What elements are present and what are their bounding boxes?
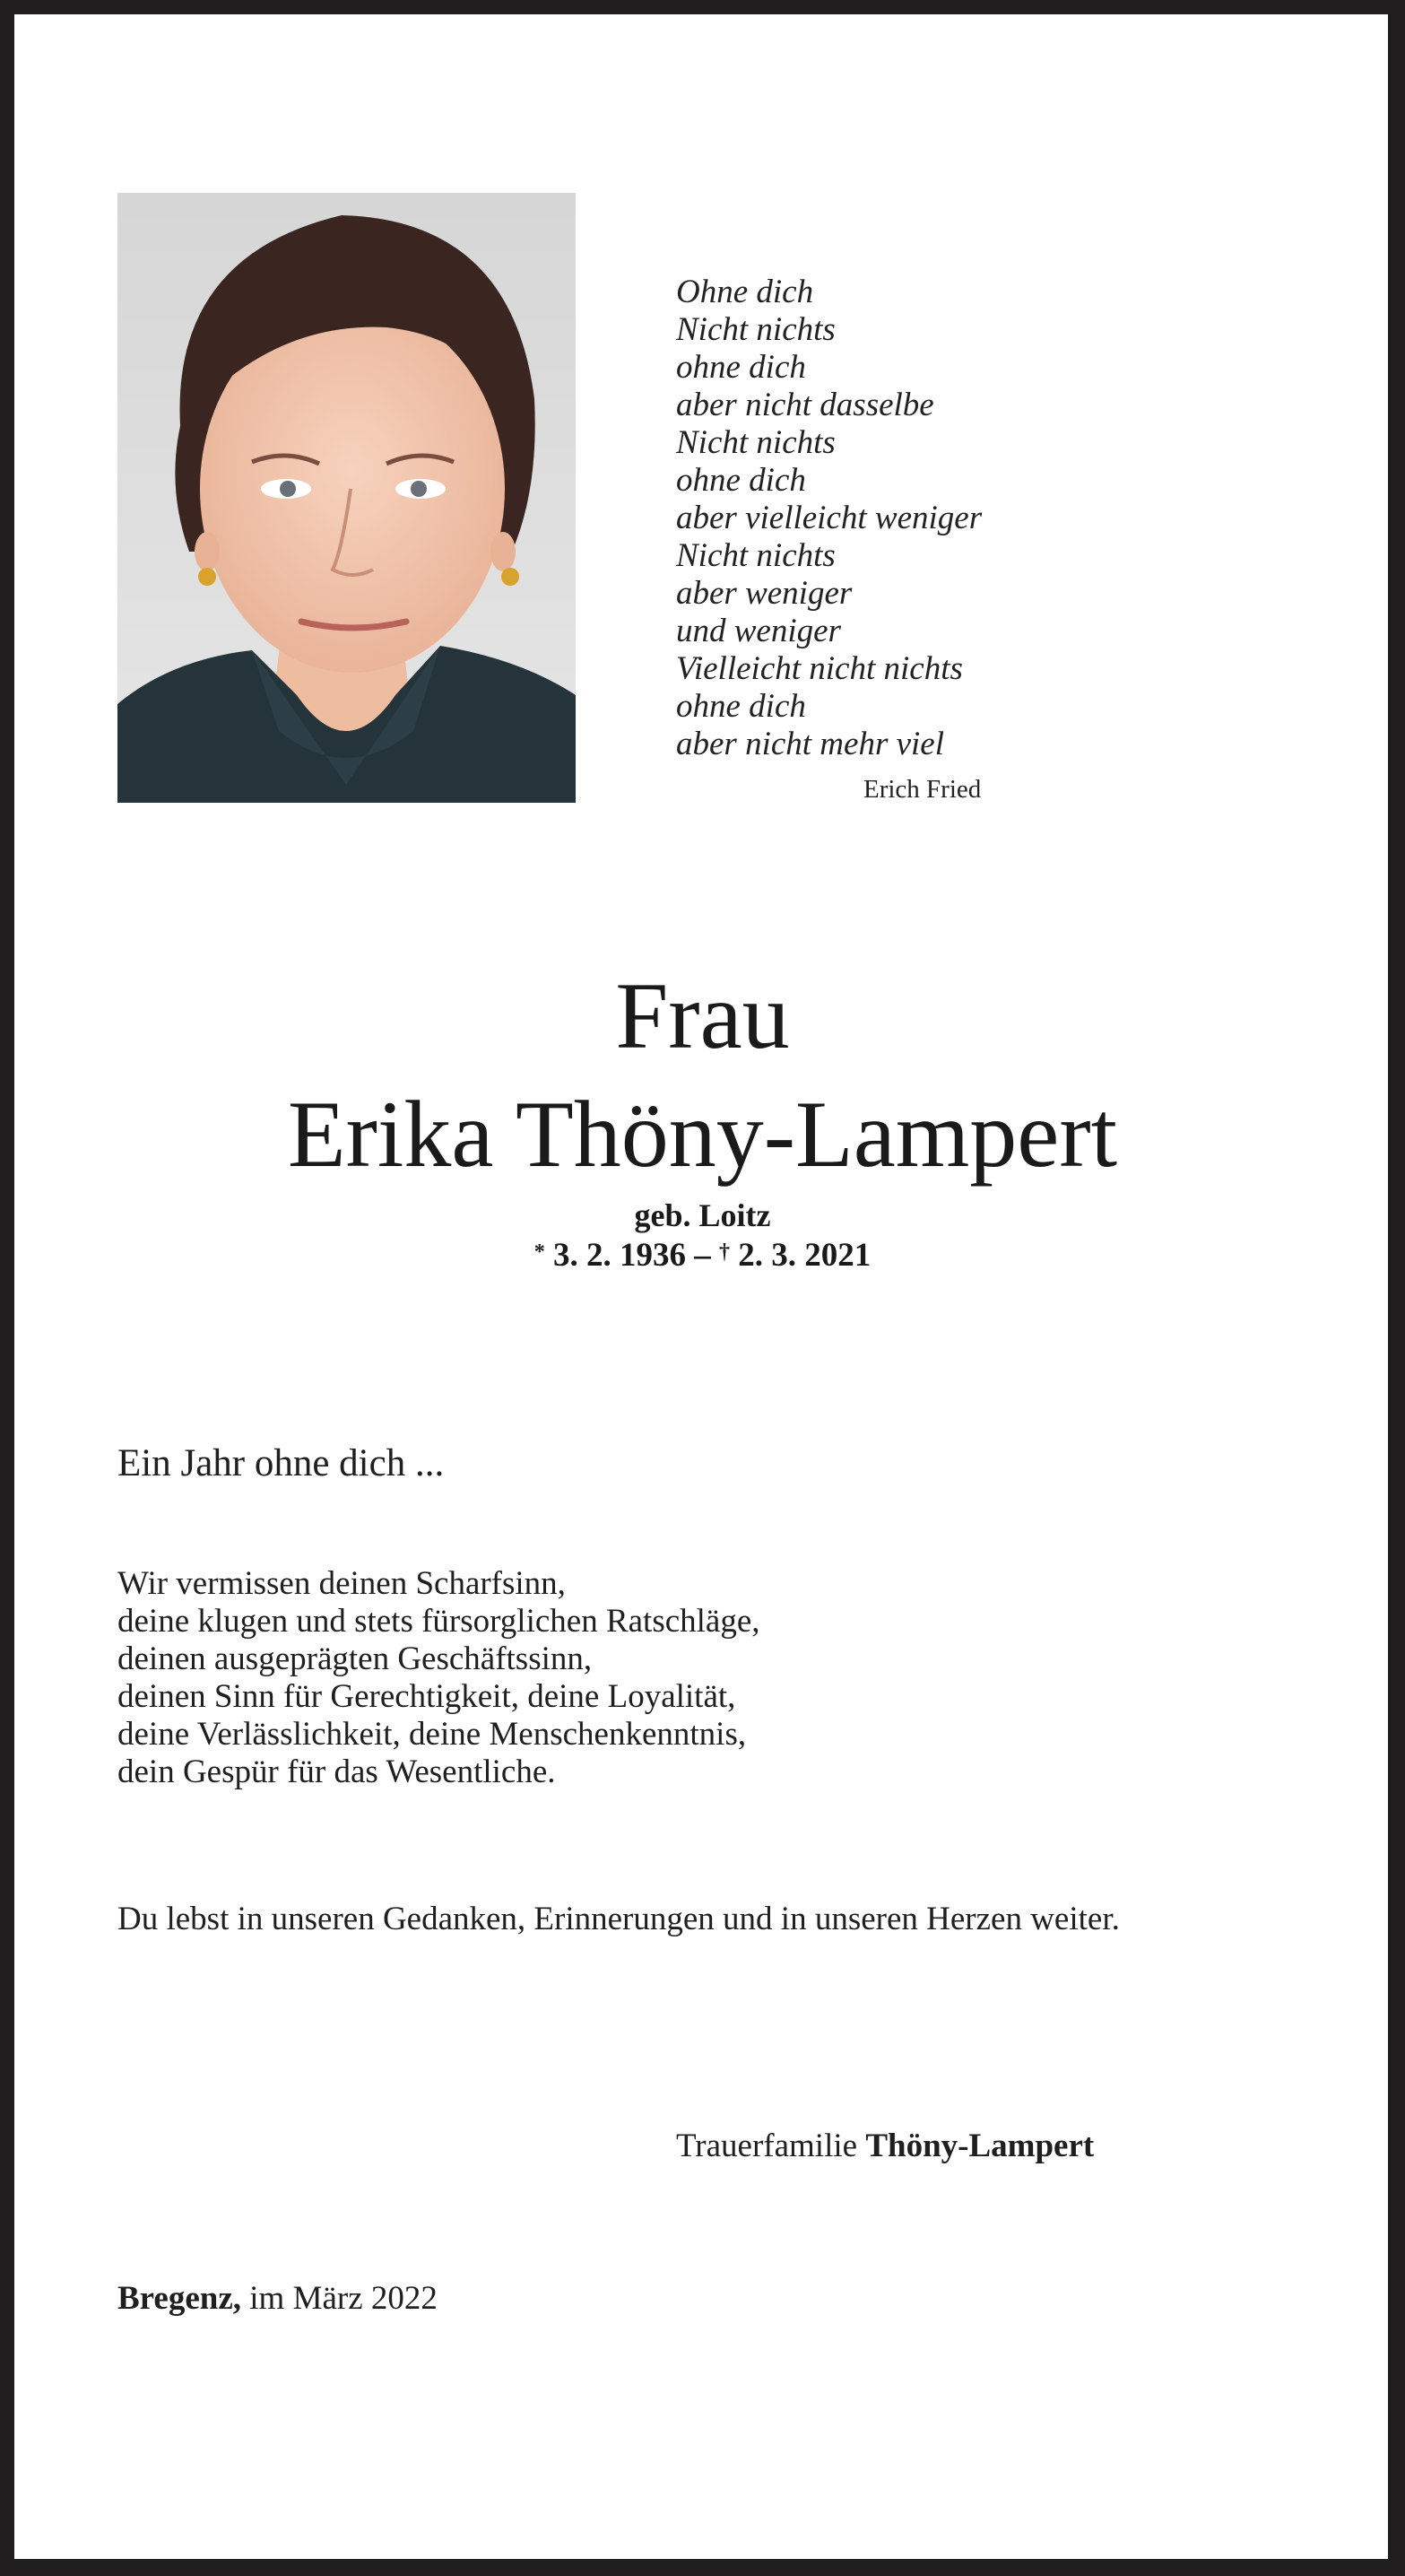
poem-line: Vielleicht nicht nichts — [676, 650, 963, 687]
life-dates — [0, 1237, 1405, 1275]
deceased-birth-name: geb. Loitz — [634, 1197, 771, 1233]
portrait-photo — [117, 193, 576, 803]
signature-family: Thöny-Lampert — [865, 2128, 1095, 2164]
poem-line: aber nicht mehr viel — [676, 726, 944, 762]
closing-text: Du lebst in unseren Gedanken, Erinnerungen und in unseren Herzen weiter. — [117, 1901, 1120, 1937]
deceased-prefix: Frau — [615, 963, 790, 1068]
signature — [676, 2127, 1094, 2166]
deceased-name: Erika Thöny-Lampert — [287, 1082, 1118, 1187]
death-date: 2. 3. 2021 — [738, 1237, 872, 1274]
paragraph-line: deinen ausgeprägten Geschäftssinn, — [117, 1640, 593, 1677]
paragraph-line: deinen Sinn für Gerechtigkeit, deine Loyalität, — [117, 1678, 736, 1715]
poem-line: ohne dich — [676, 349, 806, 386]
poem-line: aber vielleicht weniger — [676, 500, 983, 536]
intro-text: Ein Jahr ohne dich ... — [117, 1442, 445, 1484]
poem-line: und weniger — [676, 613, 841, 649]
poem-line: Nicht nichts — [676, 311, 836, 348]
poem-line: ohne dich — [676, 462, 806, 499]
poem-line: Nicht nichts — [676, 424, 836, 461]
poem-line: aber weniger — [676, 575, 853, 612]
poem-line: Ohne dich — [676, 274, 814, 310]
poem-author: Erich Fried — [863, 775, 982, 804]
paragraph-line: Wir vermissen deinen Scharfsinn, — [117, 1565, 566, 1602]
paragraph-line: deine Verlässlichkeit, deine Menschenkenntnis, — [117, 1716, 747, 1753]
memorial-paragraph — [117, 1565, 760, 1791]
birth-symbol: * — [533, 1240, 545, 1264]
paragraph-line: deine klugen und stets fürsorglichen Ratschläge, — [117, 1603, 760, 1640]
poem-line: ohne dich — [676, 688, 806, 725]
date: im März 2022 — [249, 2280, 438, 2317]
poem — [676, 274, 1053, 763]
place: Bregenz, — [117, 2280, 242, 2317]
paragraph-line: dein Gespür für das Wesentliche. — [117, 1754, 556, 1790]
death-symbol: † — [719, 1240, 730, 1264]
place-date — [117, 2279, 438, 2319]
birth-date: 3. 2. 1936 — [553, 1237, 686, 1274]
poem-line: aber nicht dasselbe — [676, 387, 934, 423]
date-separator: – — [694, 1237, 711, 1274]
poem-line: Nicht nichts — [676, 537, 836, 574]
signature-prefix: Trauerfamilie — [676, 2128, 858, 2164]
